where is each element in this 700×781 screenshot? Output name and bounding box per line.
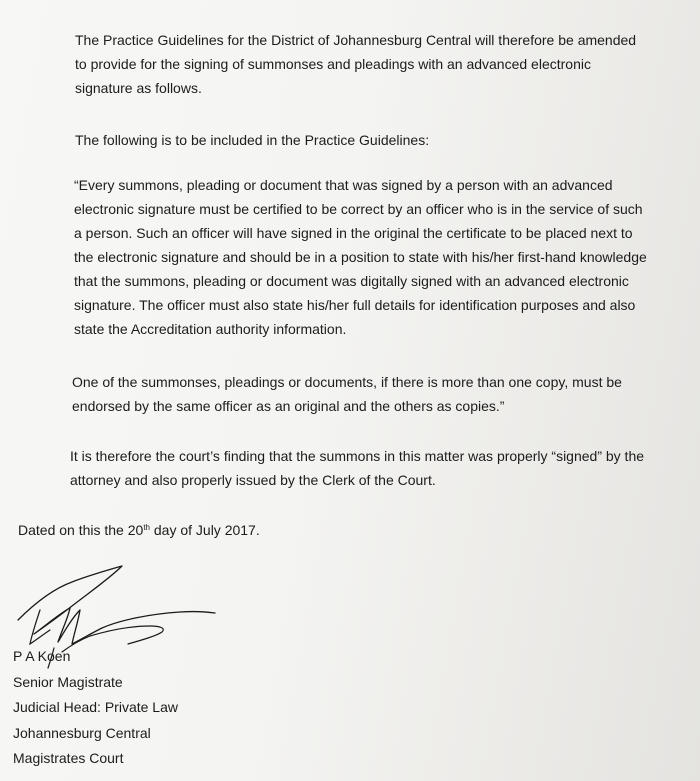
text-line: electronic signature must be certified to be correct by an officer who is in the service of such	[74, 201, 643, 217]
paragraph-amendment	[75, 28, 636, 100]
date-text	[18, 518, 260, 542]
text-line: It is therefore the court’s finding that the summons in this matter was properly “signed” by the	[70, 448, 645, 464]
text-line: that the summons, pleading or document was digitally signed with an advanced electronic	[74, 273, 629, 289]
text-line: “Every summons, pleading or document that was signed by a person with an advanced	[74, 177, 613, 193]
text-line: state the Accreditation authority information.	[74, 321, 347, 337]
date-ordinal-suffix: th	[143, 523, 150, 532]
court-location: Johannesburg Central	[13, 724, 151, 741]
text-line: The Practice Guidelines for the District of Johannesburg Central will therefore be amended	[75, 32, 637, 48]
signatory-role: Judicial Head: Private Law	[13, 699, 178, 715]
signatory-name: P A Koen	[13, 648, 71, 664]
paragraph-copies	[72, 370, 622, 418]
date-prefix: Dated on this the 20	[18, 522, 144, 538]
date-rest: day of July 2017.	[149, 522, 260, 538]
text-line: signature. The officer must also state his/her full details for identification purposes and also	[74, 297, 636, 313]
paragraph-quoted-guideline	[74, 173, 647, 341]
text-line: the electronic signature and should be in a position to state with his/her first-hand knowledge	[74, 249, 647, 265]
date-line	[18, 518, 260, 542]
text-line: endorsed by the same officer as an original and the others as copies.”	[72, 398, 505, 414]
text-line: One of the summonses, pleadings or documents, if there is more than one copy, must be	[72, 374, 622, 390]
paragraph-inclusion-intro	[75, 128, 429, 152]
text-line: a person. Such an officer will have signed in the original the certificate to be placed next to	[74, 225, 633, 241]
text-line: signature as follows.	[75, 80, 202, 96]
paragraph-finding	[70, 444, 644, 492]
signatory-title: Senior Magistrate	[13, 673, 123, 690]
court-type: Magistrates Court	[13, 750, 124, 766]
signature-block	[13, 644, 178, 772]
text-line: attorney and also properly issued by the Clerk of the Court.	[70, 472, 436, 488]
text-line: to provide for the signing of summonses and pleadings with an advanced electronic	[75, 56, 591, 72]
text-line: The following is to be included in the Practice Guidelines:	[75, 132, 430, 148]
